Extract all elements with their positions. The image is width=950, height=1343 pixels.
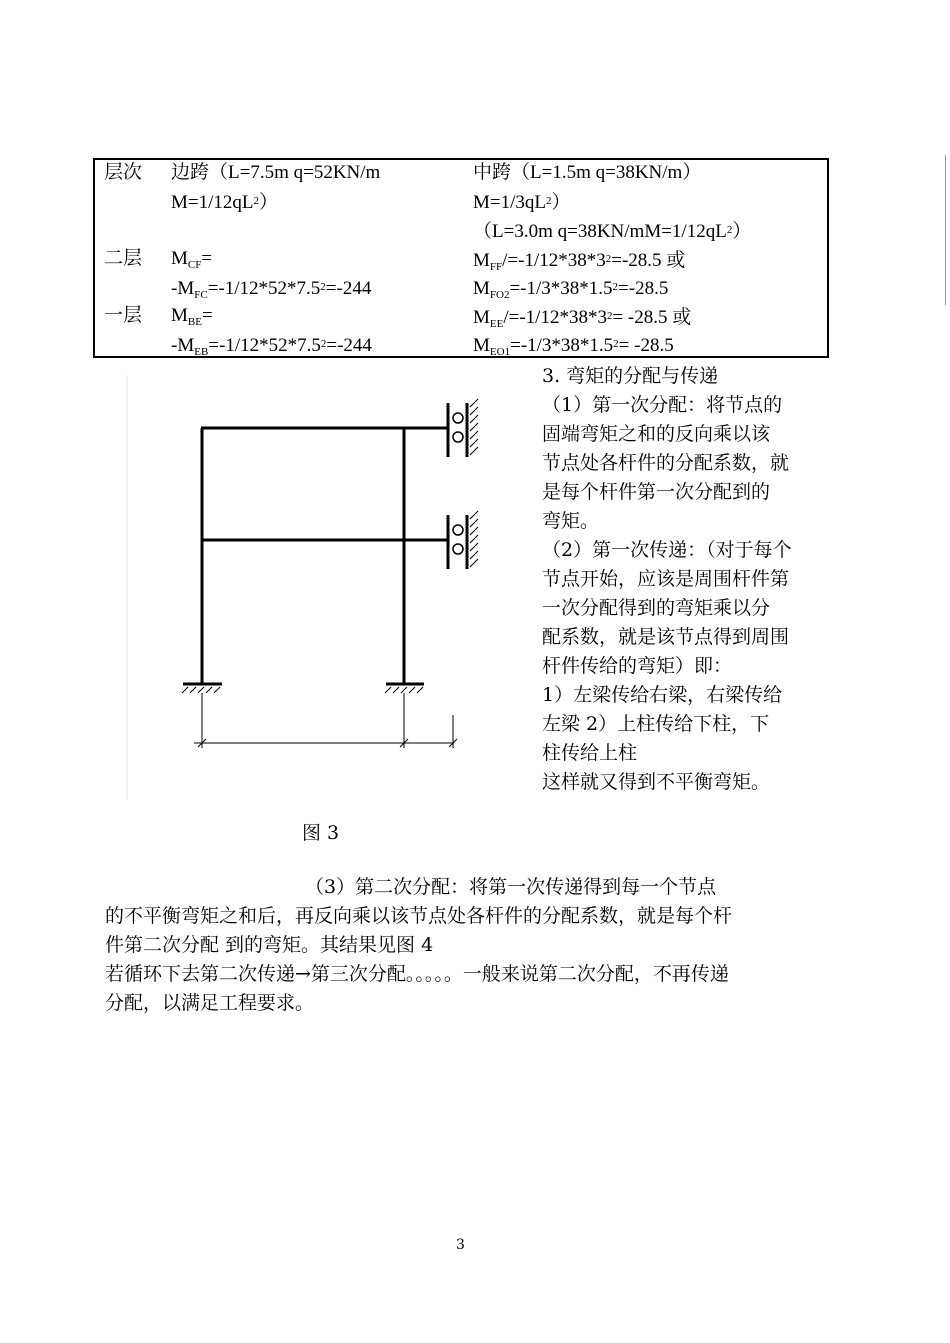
body-line: （3）第二次分配：将第一次传递得到每一个节点	[305, 876, 717, 898]
side-line: 一次分配得到的弯矩乘以分	[542, 597, 771, 619]
table-level-header: 层次	[104, 162, 143, 183]
moment-mfc: $-M_{FC}=-1/12*52*7.5^2=-244$	[171, 278, 372, 301]
moment-meb: $-M_{EB}=-1/12*52*7.5^2=-244$	[171, 335, 372, 358]
frame-figure	[126, 375, 526, 800]
body-line: 的不平衡弯矩之和后，再反向乘以该节点处各杆件的分配系数，就是每个杆	[105, 905, 733, 927]
side-line: 是每个杆件第一次分配到的	[542, 481, 771, 503]
side-line: 节点开始，应该是周围杆件第	[542, 568, 790, 590]
figure-caption: 图 3	[302, 822, 340, 844]
edge-span-header: 边跨（L=7.5m q=52KN/m	[171, 162, 381, 183]
page-number: 3	[456, 1237, 465, 1253]
body-line: 件第二次分配 到的弯矩。其结果见图 4	[105, 934, 434, 956]
side-line: 固端弯矩之和的反向乘以该	[542, 423, 771, 445]
side-line: 弯矩。	[542, 510, 600, 532]
body-line: 若循环下去第二次传递→第三次分配。。。。。一般来说第二次分配，不再传递	[105, 963, 729, 985]
moment-mfo2: $M_{FO2}=-1/3*38*1.5^2=-28.5$	[473, 278, 669, 301]
second-distribution-text	[105, 873, 825, 1018]
mid-span-header-alt: （L=3.0m $q=38KN/mM=1/12qL^2$）	[473, 221, 752, 242]
side-line: 左梁 2）上柱传给下柱，下	[542, 713, 770, 735]
body-line: 分配，以满足工程要求。	[105, 992, 315, 1014]
side-line: （2）第一次传递：（对于每个	[542, 539, 792, 561]
side-line: 节点处各杆件的分配系数，就	[542, 452, 790, 474]
moment-mff: $M_{FF}/=-1/12*38*3^2=-28.5$ 或	[473, 250, 686, 273]
mid-span-header: 中跨（L=1.5m q=38KN/m）	[473, 162, 702, 183]
moment-mee: $M_{EE}/=-1/12*38*3^2= -28.5$ 或	[473, 307, 692, 330]
page-edge-rule	[945, 155, 946, 305]
side-line: 3. 弯矩的分配与传递	[542, 365, 719, 387]
side-line: 杆件传给的弯矩）即：	[542, 655, 733, 677]
side-line: 这样就又得到不平衡弯矩。	[542, 771, 771, 793]
side-line: 1）左梁传给右梁，右梁传给	[542, 684, 783, 706]
level-second-floor: 二层	[104, 248, 143, 269]
edge-span-formula: $M=1/12qL^2$）	[171, 192, 279, 213]
side-line: 柱传给上柱	[542, 742, 638, 764]
moment-meo1: $M_{EO1}=-1/3*38*1.5^2= -28.5$	[473, 335, 674, 358]
mid-span-formula: $M=1/3qL^2$）	[473, 192, 571, 213]
side-explanation	[542, 362, 792, 797]
level-first-floor: 一层	[104, 305, 143, 326]
moment-mbe: $M_{BE}=$	[171, 305, 213, 328]
side-line: 配系数，就是该节点得到周围	[542, 626, 790, 648]
side-line: （1）第一次分配：将节点的	[542, 394, 783, 416]
moment-mcf: $M_{CF}=$	[171, 248, 213, 271]
